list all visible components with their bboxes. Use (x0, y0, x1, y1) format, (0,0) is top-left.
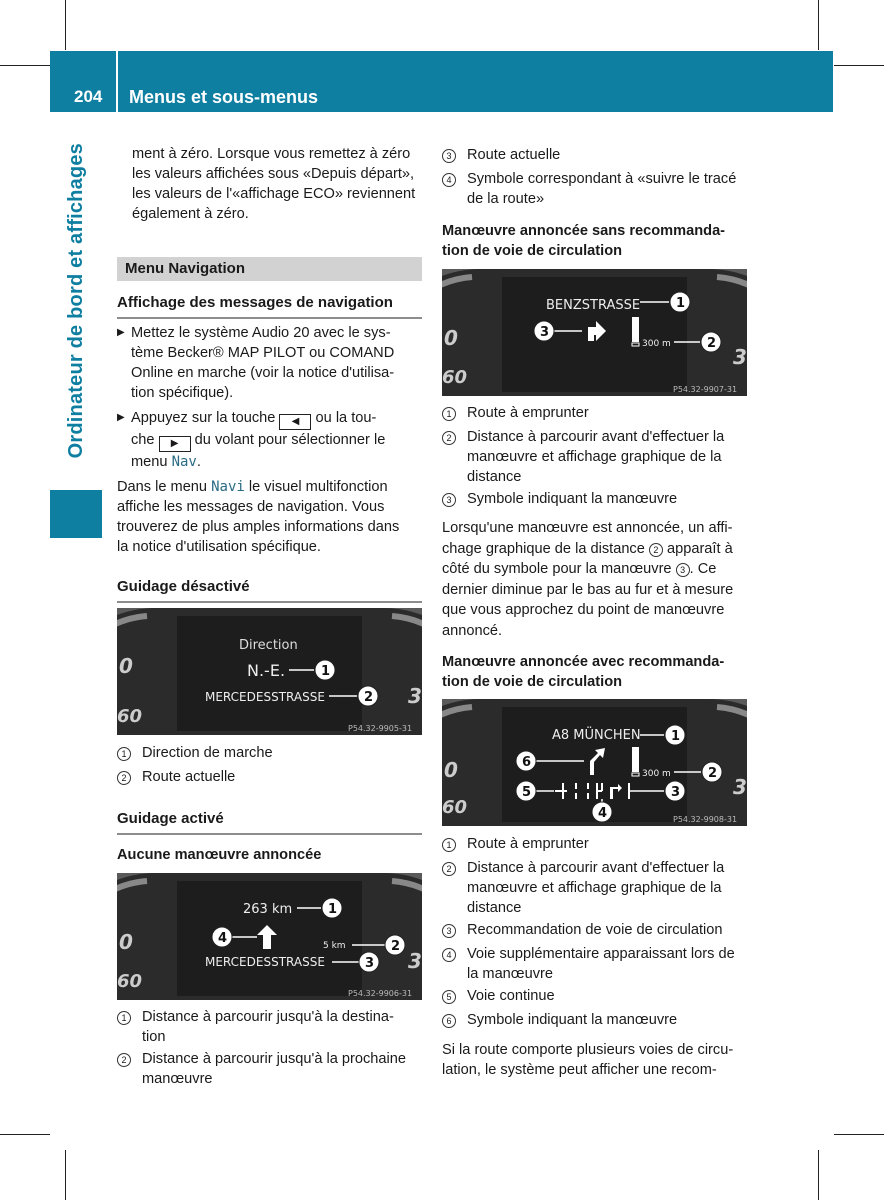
legend-text (467, 858, 748, 918)
text-span: chage graphique de la distance (442, 540, 645, 557)
legend-text: Route actuelle (142, 769, 236, 785)
legend-item (442, 489, 748, 509)
text-line: Online en marche (voir la notice d'utilisa- (131, 365, 395, 381)
crop-mark (834, 1134, 884, 1135)
text-line: menu Nav. (131, 454, 201, 470)
section-heading: Menu Navigation (117, 257, 422, 281)
crop-mark (818, 1150, 819, 1200)
step-text (131, 323, 394, 403)
text-line: également à zéro. (132, 206, 249, 222)
callout-number: 1 (117, 1011, 131, 1025)
legend-text: Recommandation de voie de circulation (467, 922, 723, 938)
callout-number: 2 (442, 862, 456, 876)
legend-text: Symbole indiquant la manœuvre (467, 491, 678, 507)
text-span: du volant pour sélectionner le (194, 432, 386, 448)
text-line: dernier diminue par le bas au fur et à mesure (442, 581, 734, 598)
text-span: Voie supplémentaire apparaissant lors de (467, 946, 735, 962)
svg-text:60: 60 (442, 797, 468, 818)
crop-mark (0, 65, 50, 66)
legend-text (467, 169, 748, 209)
text-span: Distance à parcourir jusqu'à la destina- (142, 1009, 394, 1025)
text-line: tème Becker® MAP PILOT ou COMAND (131, 345, 395, 361)
subsection-heading: Affichage des messages de navigation (117, 293, 422, 319)
cluster-display-maneuver (442, 269, 747, 396)
cluster-display-no-maneuver (117, 873, 422, 1000)
minor-heading: Aucune manœuvre annoncée (117, 847, 322, 863)
text-span: Symbole correspondant à «suivre le tracé (467, 171, 737, 187)
cluster-illustration (117, 873, 422, 1000)
subsection-heading: Guidage désactivé (117, 577, 422, 603)
svg-text:60: 60 (117, 706, 143, 727)
figure-code: P54.32-9906-31 (348, 989, 413, 998)
legend-text (467, 427, 748, 487)
legend-item (117, 767, 422, 787)
cluster-illustration (442, 269, 747, 396)
legend-item (442, 403, 748, 423)
direction-label: Direction (239, 638, 298, 653)
left-key-icon: ◀ (279, 414, 311, 430)
heading-label: N.-E. (247, 661, 286, 680)
legend-item (117, 1049, 422, 1089)
figure-code: P54.32-9908-31 (673, 815, 738, 824)
cluster-display-lane-recommendation (442, 699, 747, 826)
svg-text:3: 3 (733, 345, 747, 369)
text-line: les valeurs affichées sous «Depuis départ», (132, 166, 415, 182)
svg-text:0: 0 (444, 758, 458, 782)
text-span: Distance à parcourir jusqu'à la prochaine (142, 1051, 406, 1067)
text-span: distance (467, 900, 522, 916)
svg-text:60: 60 (117, 971, 143, 992)
distance-label: 263 km (243, 902, 293, 917)
distance-bar (632, 317, 639, 342)
svg-text:0: 0 (119, 930, 133, 954)
svg-text:1: 1 (676, 296, 686, 311)
text-line: tion de voie de circulation (442, 674, 623, 690)
text-line: affiche les messages de navigation. Vous (117, 499, 385, 515)
callout-number: 5 (442, 990, 456, 1004)
svg-text:0: 0 (119, 654, 133, 678)
menu-code-navi: Navi (211, 479, 245, 495)
side-chapter-label: Ordinateur de bord et affichages (65, 143, 87, 459)
svg-text:2: 2 (707, 336, 717, 351)
next-distance-label: 5 km (323, 941, 346, 951)
text-span: côté du symbole pour la manœuvre (442, 561, 672, 578)
text-line: la notice d'utilisation spécifique. (117, 539, 321, 555)
text-line: les valeurs de l'«affichage ECO» reviennent (132, 186, 416, 202)
header-divider (116, 51, 118, 112)
legend-item (117, 1007, 422, 1047)
legend-item (442, 986, 748, 1006)
text-line: tion de voie de circulation (442, 243, 623, 259)
menu-code-nav: Nav (171, 454, 197, 470)
callout-number: 3 (442, 493, 456, 507)
text-line: Si la route comporte plusieurs voies de circu- (442, 1042, 734, 1058)
right-key-icon: ▶ (159, 436, 191, 452)
street-label: MERCEDESSTRASSE (205, 690, 325, 704)
text-span: che (131, 432, 155, 448)
text-line (131, 430, 385, 452)
side-tab-block (50, 490, 102, 538)
street-label: MERCEDESSTRASSE (205, 955, 325, 969)
text-line (442, 559, 748, 580)
text-span: Appuyez sur la touche (131, 410, 276, 426)
svg-text:4: 4 (598, 806, 608, 821)
nav-paragraph (117, 477, 422, 557)
page-number: 204 (74, 87, 103, 106)
svg-text:3: 3 (365, 956, 375, 971)
minor-heading (442, 221, 748, 261)
svg-text:5: 5 (522, 785, 532, 800)
text-span: le visuel multifonction (248, 479, 388, 495)
legend-text: Direction de marche (142, 745, 273, 761)
text-span: de la route» (467, 191, 545, 207)
svg-text:1: 1 (671, 729, 681, 744)
text-line (117, 477, 422, 497)
text-line: ment à zéro. Lorsque vous remettez à zéro (132, 146, 411, 162)
text-line: Lorsqu'une manœuvre est annoncée, un affi- (442, 520, 733, 536)
svg-text:3: 3 (733, 775, 747, 799)
text-line: que vous approchez du point de manœuvre (442, 602, 725, 619)
text-span: manœuvre et affichage graphique de la (467, 449, 722, 465)
street-label: BENZSTRASSE (546, 298, 641, 313)
crop-mark (818, 0, 819, 50)
legend-text: Route à emprunter (467, 405, 589, 421)
callout-number: 2 (442, 431, 456, 445)
legend-text: Symbole indiquant la manœuvre (467, 1012, 678, 1028)
legend-item (442, 169, 748, 209)
figure-code: P54.32-9907-31 (673, 385, 738, 394)
legend-item (117, 743, 422, 763)
text-line: Mettez le système Audio 20 avec le sys- (131, 325, 391, 341)
callout-number: 1 (117, 747, 131, 761)
callout-number: 3 (676, 563, 690, 577)
callout-number: 3 (442, 924, 456, 938)
crop-mark (65, 1150, 66, 1200)
svg-text:2: 2 (708, 766, 718, 781)
text-span: . Ce (689, 561, 717, 578)
minor-heading (442, 652, 748, 692)
text-span: manœuvre (142, 1071, 213, 1087)
text-span: distance (467, 469, 522, 485)
maneuver-paragraph (442, 518, 748, 642)
legend-item (442, 944, 748, 984)
svg-text:60: 60 (442, 367, 468, 388)
side-chapter-title (50, 112, 102, 490)
text-span: tion (142, 1029, 166, 1045)
legend-item (442, 427, 748, 487)
text-span: apparaît à (666, 540, 733, 557)
legend-item (442, 1010, 748, 1030)
distance-label: 300 m (642, 769, 671, 779)
text-span: Dans le menu (117, 479, 208, 495)
callout-number: 2 (117, 1053, 131, 1067)
subsection-heading: Guidage activé (117, 809, 422, 835)
callout-number: 2 (649, 543, 663, 557)
svg-text:2: 2 (364, 690, 374, 705)
callout-number: 4 (442, 948, 456, 962)
intro-paragraph (132, 144, 424, 224)
svg-text:3: 3 (408, 949, 422, 973)
step-arrow-icon: ▶ (117, 327, 125, 338)
text-line: trouverez de plus amples informations dans (117, 519, 400, 535)
closing-paragraph (442, 1040, 748, 1080)
distance-label: 300 m (642, 339, 671, 349)
instruction-step (117, 408, 422, 472)
callout-number: 6 (442, 1014, 456, 1028)
svg-text:4: 4 (218, 931, 228, 946)
text-line: Manœuvre annoncée sans recommanda- (442, 223, 726, 239)
svg-text:6: 6 (522, 755, 532, 770)
instruction-step (117, 323, 422, 403)
callout-number: 3 (442, 149, 456, 163)
callout-number: 4 (442, 173, 456, 187)
callout-number: 2 (117, 771, 131, 785)
legend-text (467, 944, 748, 984)
svg-text:2: 2 (391, 939, 401, 954)
figure-code: P54.32-9905-31 (348, 724, 413, 733)
page-title: Menus et sous-menus (129, 87, 319, 107)
text-line (442, 539, 748, 560)
callout-number: 1 (442, 407, 456, 421)
legend-item (442, 145, 748, 165)
svg-text:1: 1 (328, 902, 338, 917)
text-line: tion spécifique). (131, 385, 234, 401)
text-line: annoncé. (442, 622, 503, 639)
text-span: Distance à parcourir avant d'effectuer la (467, 429, 725, 445)
text-line (131, 408, 385, 430)
legend-text (142, 1007, 422, 1047)
text-span: menu (131, 454, 168, 470)
svg-text:1: 1 (321, 664, 331, 679)
svg-text:3: 3 (540, 325, 550, 340)
step-arrow-icon: ▶ (117, 412, 125, 423)
text-line: lation, le système peut afficher une recom- (442, 1062, 717, 1078)
crop-mark (834, 65, 884, 66)
text-span: ou la tou- (315, 410, 377, 426)
text-span: Distance à parcourir avant d'effectuer la (467, 860, 725, 876)
legend-text (142, 1049, 422, 1089)
legend-text: Route à emprunter (467, 836, 589, 852)
street-label: A8 MÜNCHEN (552, 728, 641, 743)
svg-text:3: 3 (671, 785, 681, 800)
cluster-display-guidance-off (117, 608, 422, 735)
distance-bar (632, 747, 639, 772)
legend-text: Voie continue (467, 988, 555, 1004)
text-line: Manœuvre annoncée avec recommanda- (442, 654, 725, 670)
cluster-illustration (442, 699, 747, 826)
legend-item (442, 858, 748, 918)
callout-number: 1 (442, 838, 456, 852)
svg-text:0: 0 (444, 326, 458, 350)
legend-item (442, 920, 748, 940)
text-span: la manœuvre (467, 966, 553, 982)
text-span: manœuvre et affichage graphique de la (467, 880, 722, 896)
cluster-illustration (117, 608, 422, 735)
legend-item (442, 834, 748, 854)
legend-text: Route actuelle (467, 147, 561, 163)
crop-mark (0, 1134, 50, 1135)
svg-text:3: 3 (408, 684, 422, 708)
crop-mark (65, 0, 66, 50)
step-text (131, 408, 385, 472)
